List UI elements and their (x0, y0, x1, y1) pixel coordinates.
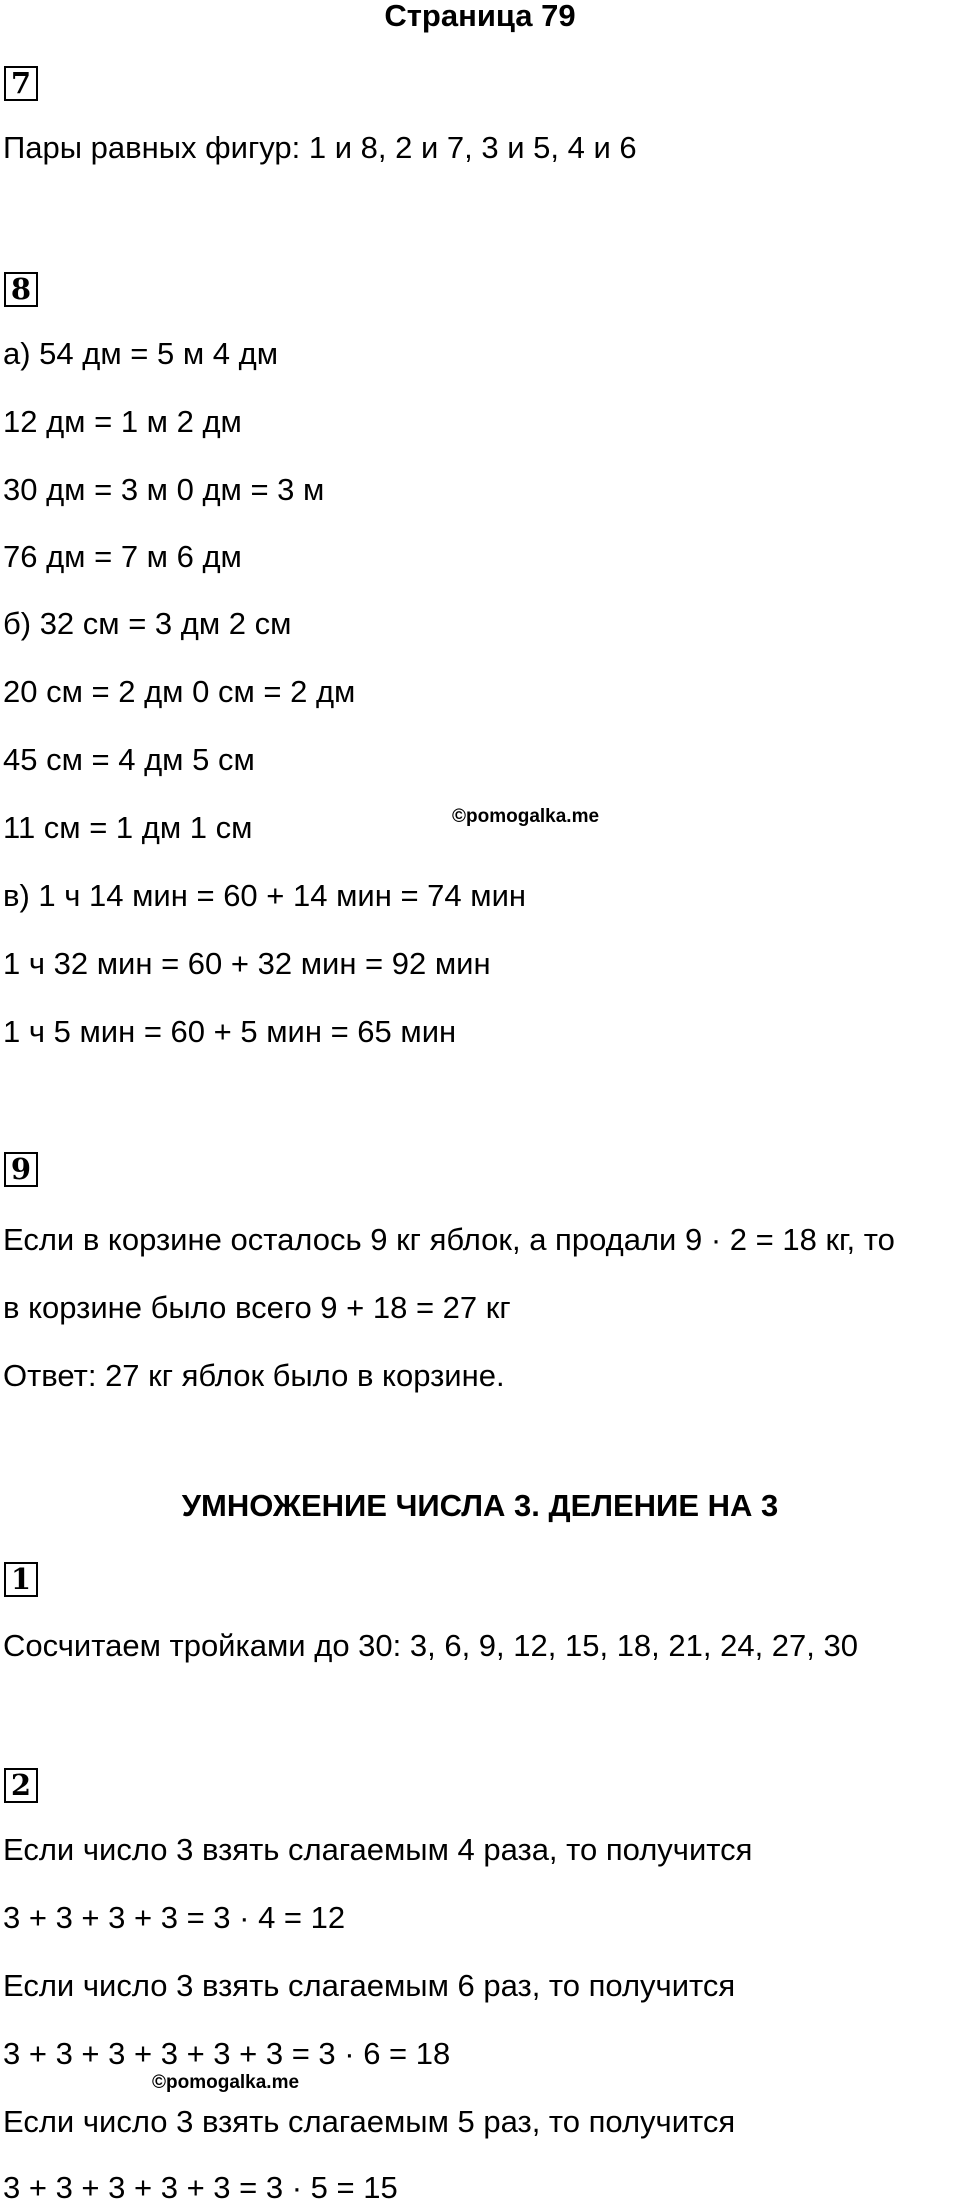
task-line: Если число 3 взять слагаемым 6 раз, то получится (3, 1968, 736, 2003)
task-line: Ответ: 27 кг яблок было в корзине. (3, 1358, 505, 1393)
section-title: УМНОЖЕНИЕ ЧИСЛА 3. ДЕЛЕНИЕ НА 3 (181, 1488, 779, 1523)
watermark: ©pomogalka.me (152, 2072, 300, 2093)
task-number-box: 1 (4, 1562, 38, 1597)
task-line: б) 32 см = 3 дм 2 см (3, 606, 292, 641)
task-line: 1 ч 5 мин = 60 + 5 мин = 65 мин (3, 1014, 457, 1049)
task-line: Сосчитаем тройками до 30: 3, 6, 9, 12, 15, 18, 21, 24, 27, 30 (3, 1628, 858, 1663)
task-line: 11 см = 1 дм 1 см (3, 810, 253, 845)
task-line: в) 1 ч 14 мин = 60 + 14 мин = 74 мин (3, 878, 527, 913)
task-line: а) 54 дм = 5 м 4 дм (3, 336, 279, 371)
task-line: Если число 3 взять слагаемым 5 раз, то получится (3, 2104, 736, 2139)
task-line: 30 дм = 3 м 0 дм = 3 м (3, 472, 325, 507)
task-number-box: 8 (4, 272, 38, 307)
watermark: ©pomogalka.me (452, 806, 600, 827)
task-line: 3 + 3 + 3 + 3 + 3 + 3 = 3 · 6 = 18 (3, 2036, 451, 2071)
task-line: в корзине было всего 9 + 18 = 27 кг (3, 1290, 511, 1325)
page-title: Страница 79 (384, 0, 576, 33)
task-line: 76 дм = 7 м 6 дм (3, 539, 242, 574)
task-line: 1 ч 32 мин = 60 + 32 мин = 92 мин (3, 946, 491, 981)
task-number-box: 7 (4, 66, 38, 101)
task-line: 20 см = 2 дм 0 см = 2 дм (3, 674, 356, 709)
task-number-box: 9 (4, 1152, 38, 1187)
task-line: Если число 3 взять слагаемым 4 раза, то получится (3, 1832, 753, 1867)
task-line: 3 + 3 + 3 + 3 + 3 = 3 · 5 = 15 (3, 2170, 398, 2205)
task-line: Если в корзине осталось 9 кг яблок, а продали 9 · 2 = 18 кг, то (3, 1222, 895, 1257)
task-line: Пары равных фигур: 1 и 8, 2 и 7, 3 и 5, 4 и 6 (3, 130, 637, 165)
task-line: 45 см = 4 дм 5 см (3, 742, 255, 777)
task-number-box: 2 (4, 1768, 38, 1803)
task-line: 3 + 3 + 3 + 3 = 3 · 4 = 12 (3, 1900, 346, 1935)
task-line: 12 дм = 1 м 2 дм (3, 404, 242, 439)
